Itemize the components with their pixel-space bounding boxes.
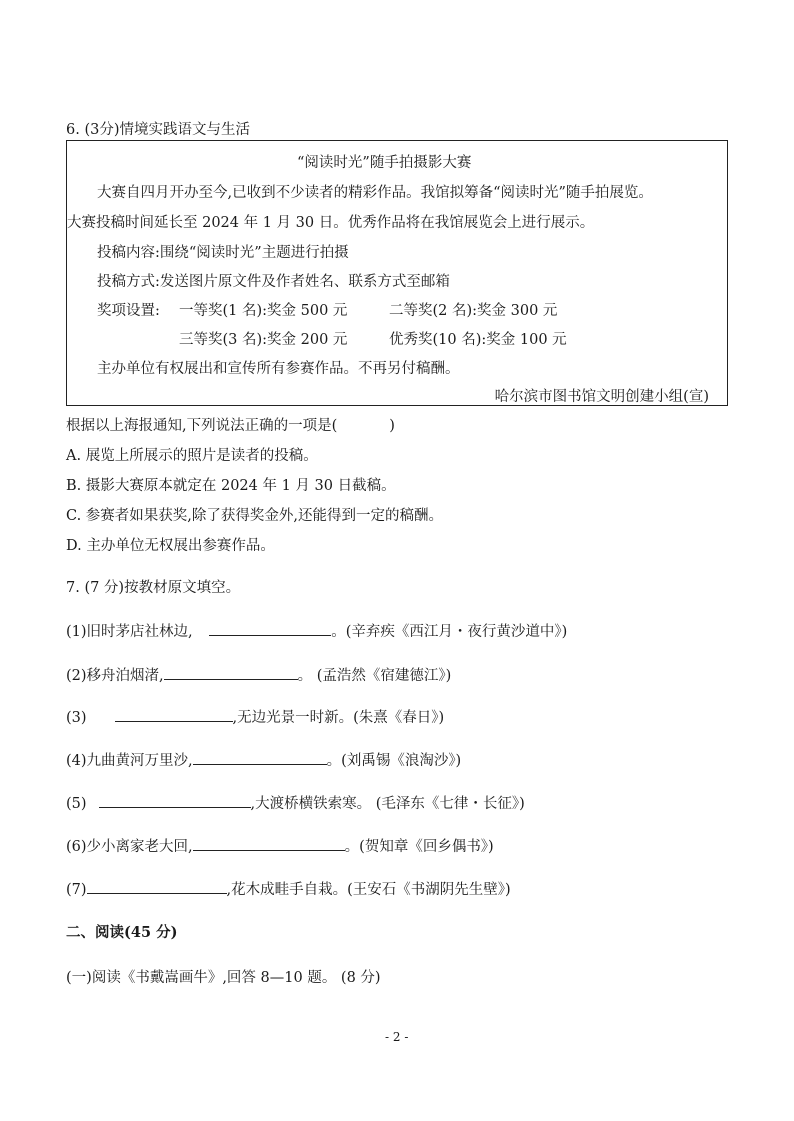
q6-option-b: B. 摄影大赛原本就定在 2024 年 1 月 30 日截稿。 xyxy=(66,478,396,494)
fill-blank[interactable] xyxy=(193,750,327,765)
fill-blank[interactable] xyxy=(193,836,345,851)
poster-award-3: 三等奖(3 名):奖金 200 元 xyxy=(179,332,348,348)
poster-signature: 哈尔滨市图书馆文明创建小组(宣) xyxy=(494,389,709,405)
fill-blank[interactable] xyxy=(115,707,233,722)
poster-awards-label: 奖项设置: xyxy=(97,303,160,319)
q7-item-before: 移舟泊烟渚, xyxy=(86,668,164,684)
q7-item-num: (2) xyxy=(66,668,87,684)
q7-item-before: 旧时茅店社林边, xyxy=(86,624,193,640)
q7-item-4 xyxy=(66,749,461,770)
q7-item-after: 。(贺知章《回乡偶书》) xyxy=(344,839,494,855)
poster-title: “阅读时光”随手拍摄影大赛 xyxy=(297,155,472,171)
q7-item-before: 九曲黄河万里沙, xyxy=(86,753,193,769)
poster-content: 投稿内容:围绕“阅读时光”主题进行拍摄 xyxy=(97,245,349,261)
fill-blank[interactable] xyxy=(209,621,331,636)
poster-box xyxy=(66,140,728,406)
q7-item-6 xyxy=(66,835,494,856)
fill-blank[interactable] xyxy=(87,879,227,894)
q7-item-num: (6) xyxy=(66,839,87,855)
q6-question-close: ) xyxy=(389,418,395,434)
q6-option-a: A. 展览上所展示的照片是读者的投稿。 xyxy=(66,448,318,464)
q7-item-num: (4) xyxy=(66,753,87,769)
fill-blank[interactable] xyxy=(99,793,251,808)
poster-award-4: 优秀奖(10 名):奖金 100 元 xyxy=(389,332,567,348)
q7-item-3 xyxy=(66,706,444,727)
q7-item-after: 。 (孟浩然《宿建德江》) xyxy=(297,668,452,684)
q7-item-num: (7) xyxy=(66,882,87,898)
q7-item-7 xyxy=(66,878,511,899)
q7-item-after: 。(辛弃疾《西江月・夜行黄沙道中》) xyxy=(331,624,568,640)
poster-rights: 主办单位有权展出和宣传所有参赛作品。不再另付稿酬。 xyxy=(97,361,460,377)
q6-option-c: C. 参赛者如果获奖,除了获得奖金外,还能得到一定的稿酬。 xyxy=(66,508,444,524)
q6-option-d: D. 主办单位无权展出参赛作品。 xyxy=(66,538,275,554)
q7-item-5 xyxy=(66,792,525,813)
q6-question xyxy=(66,414,395,435)
q7-item-num: (1) xyxy=(66,624,87,640)
poster-award-2: 二等奖(2 名):奖金 300 元 xyxy=(389,303,558,319)
q7-item-1 xyxy=(66,620,567,641)
poster-method: 投稿方式:发送图片原文件及作者姓名、联系方式至邮箱 xyxy=(97,274,450,290)
q7-item-after: ,无边光景一时新。(朱熹《春日》) xyxy=(232,710,445,726)
poster-award-1: 一等奖(1 名):奖金 500 元 xyxy=(179,303,348,319)
fill-blank[interactable] xyxy=(164,665,298,680)
q7-item-after: ,大渡桥横铁索寒。 (毛泽东《七律・长征》) xyxy=(250,796,525,812)
q7-item-before: 少小离家老大回, xyxy=(86,839,193,855)
poster-para1: 大赛自四月开办至今,已收到不少读者的精彩作品。我馆拟筹备“阅读时光”随手拍展览。 xyxy=(97,185,653,201)
page-number: - 2 - xyxy=(385,1030,409,1044)
q7-heading: 7. (7 分)按教材原文填空。 xyxy=(66,580,241,596)
q7-item-num: (5) xyxy=(66,796,87,812)
section2-heading: 二、阅读(45 分) xyxy=(66,924,178,941)
poster-para2: 大赛投稿时间延长至 2024 年 1 月 30 日。优秀作品将在我馆展览会上进行展示。 xyxy=(67,215,595,231)
q7-item-after: 。(刘禹锡《浪淘沙》) xyxy=(326,753,462,769)
q6-heading: 6. (3分)情境实践语文与生活 xyxy=(66,122,250,138)
q7-item-after: ,花木成畦手自栽。(王安石《书湖阴先生壁》) xyxy=(226,882,511,898)
q7-item-2 xyxy=(66,664,451,685)
q7-item-num: (3) xyxy=(66,710,87,726)
section2-sub: (一)阅读《书戴嵩画牛》,回答 8—10 题。 (8 分) xyxy=(66,970,381,986)
q6-question-text: 根据以上海报通知,下列说法正确的一项是( xyxy=(66,418,338,434)
